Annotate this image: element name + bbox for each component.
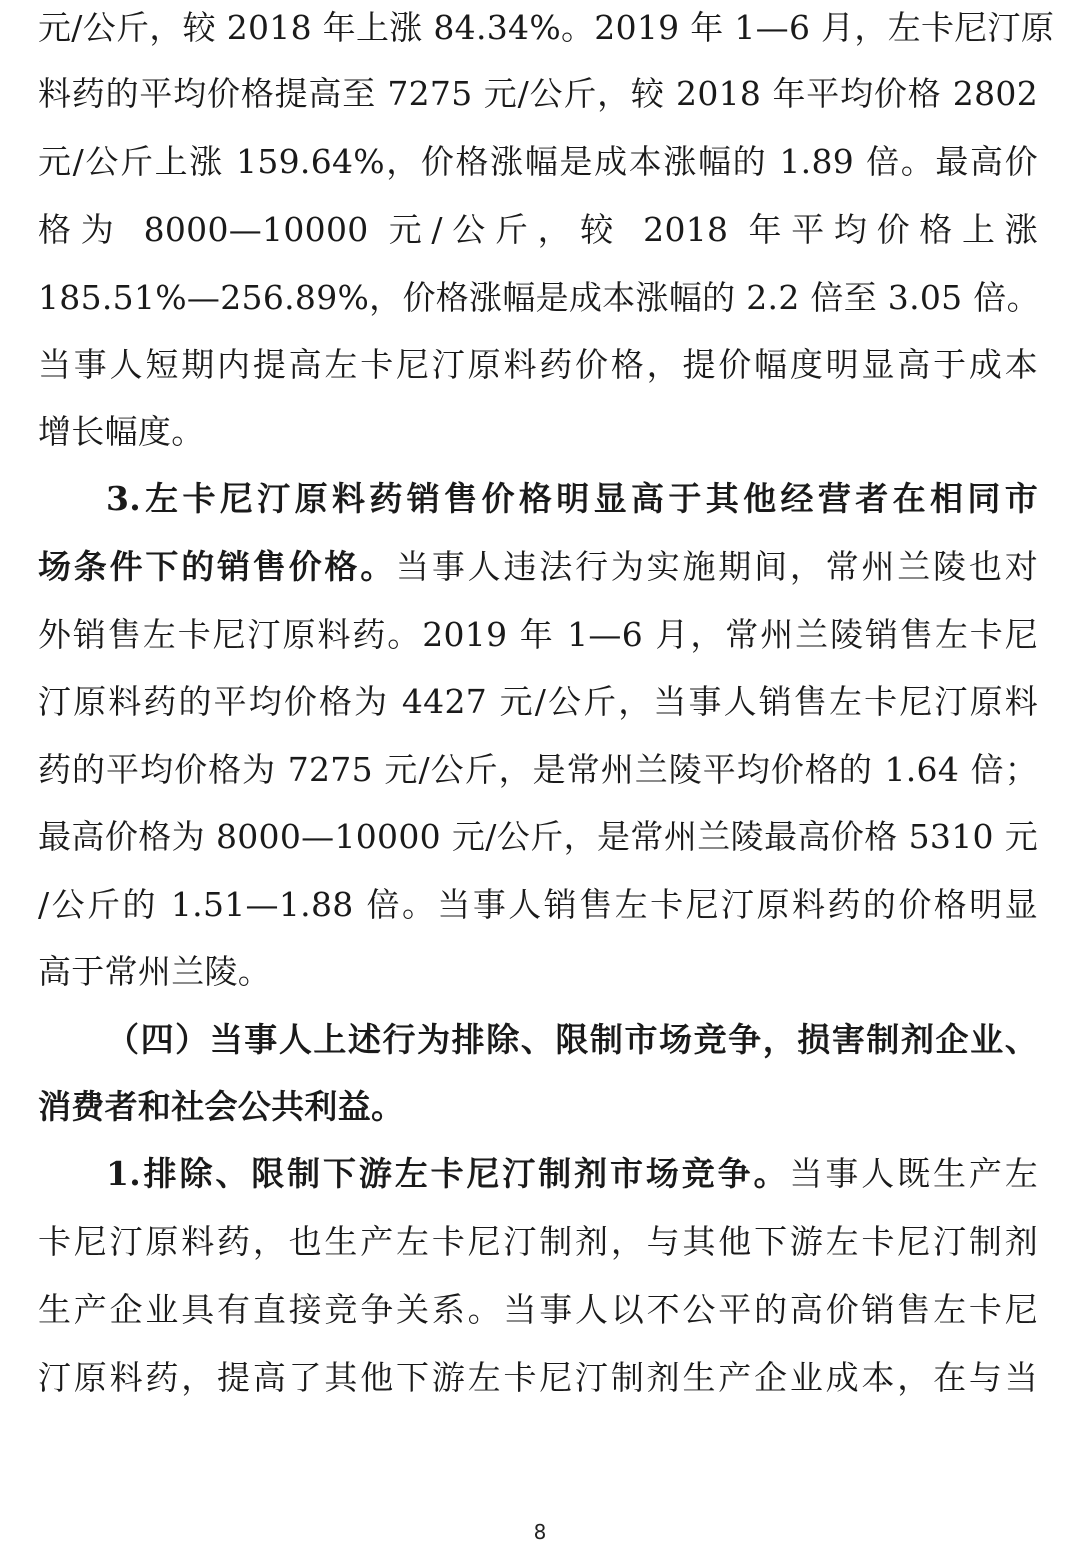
bold-text-segment: 消费者和社会公共利益。 — [38, 1087, 405, 1126]
text-line — [38, 274, 1038, 322]
text-segment: 元/公斤上涨 159.64%，价格涨幅是成本涨幅的 1.89 倍。最高价 — [38, 142, 1038, 181]
text-line — [38, 611, 1038, 659]
text-line — [38, 1016, 1038, 1064]
text-line — [38, 1218, 1038, 1266]
text-segment: 高于常州兰陵。 — [38, 952, 272, 991]
text-line — [38, 746, 1038, 794]
text-segment: 外销售左卡尼汀原料药。2019 年 1—6 月，常州兰陵销售左卡尼 — [38, 615, 1038, 654]
text-segment: 药的平均价格为 7275 元/公斤，是常州兰陵平均价格的 1.64 倍； — [38, 750, 1038, 789]
text-line — [38, 408, 1038, 456]
text-line — [38, 138, 1038, 186]
text-line — [38, 1150, 1038, 1198]
page-number: 8 — [533, 1520, 547, 1544]
text-line — [38, 881, 1038, 929]
text-segment: 当事人既生产左 — [789, 1154, 1039, 1193]
text-segment: 元/公斤，较 2018 年上涨 84.34%。2019 年 1—6 月，左卡尼汀原 — [38, 8, 1055, 47]
text-segment: 汀原料药的平均价格为 4427 元/公斤，当事人销售左卡尼汀原料 — [38, 682, 1038, 721]
text-segment: /公斤的 1.51—1.88 倍。当事人销售左卡尼汀原料药的价格明显 — [38, 885, 1038, 924]
text-segment: 185.51%—256.89%，价格涨幅是成本涨幅的 2.2 倍至 3.05 倍。 — [38, 278, 1040, 317]
text-line — [38, 341, 1038, 389]
bold-text-segment: 1.排除、限制下游左卡尼汀制剂市场竞争。 — [106, 1154, 790, 1193]
text-line — [38, 70, 1038, 118]
text-segment: 格为 8000—10000 元/公斤，较 2018 年平均价格上涨 — [38, 210, 1038, 249]
text-line — [38, 1286, 1038, 1334]
text-line — [38, 475, 1038, 523]
text-segment: 增长幅度。 — [38, 412, 205, 451]
text-line — [38, 948, 1038, 996]
bold-text-segment: 场条件下的销售价格。 — [38, 547, 397, 586]
text-line — [38, 206, 1038, 254]
bold-text-segment: 3.左卡尼汀原料药销售价格明显高于其他经营者在相同市 — [106, 479, 1038, 518]
text-line — [38, 1083, 1038, 1131]
text-line — [38, 813, 1038, 861]
bold-text-segment: （四）当事人上述行为排除、限制市场竞争，损害制剂企业、 — [106, 1020, 1038, 1059]
text-line — [38, 543, 1038, 591]
text-segment: 最高价格为 8000—10000 元/公斤，是常州兰陵最高价格 5310 元 — [38, 817, 1038, 856]
text-line — [38, 678, 1038, 726]
text-line — [38, 4, 1055, 52]
text-segment: 汀原料药，提高了其他下游左卡尼汀制剂生产企业成本，在与当 — [38, 1358, 1038, 1397]
text-line — [38, 1354, 1038, 1402]
text-segment: 当事人违法行为实施期间，常州兰陵也对 — [396, 547, 1039, 586]
text-segment: 卡尼汀原料药，也生产左卡尼汀制剂，与其他下游左卡尼汀制剂 — [38, 1222, 1038, 1261]
text-segment: 生产企业具有直接竞争关系。当事人以不公平的高价销售左卡尼 — [38, 1290, 1038, 1329]
text-segment: 当事人短期内提高左卡尼汀原料药价格，提价幅度明显高于成本 — [38, 345, 1038, 384]
text-segment: 料药的平均价格提高至 7275 元/公斤，较 2018 年平均价格 2802 — [38, 74, 1038, 113]
